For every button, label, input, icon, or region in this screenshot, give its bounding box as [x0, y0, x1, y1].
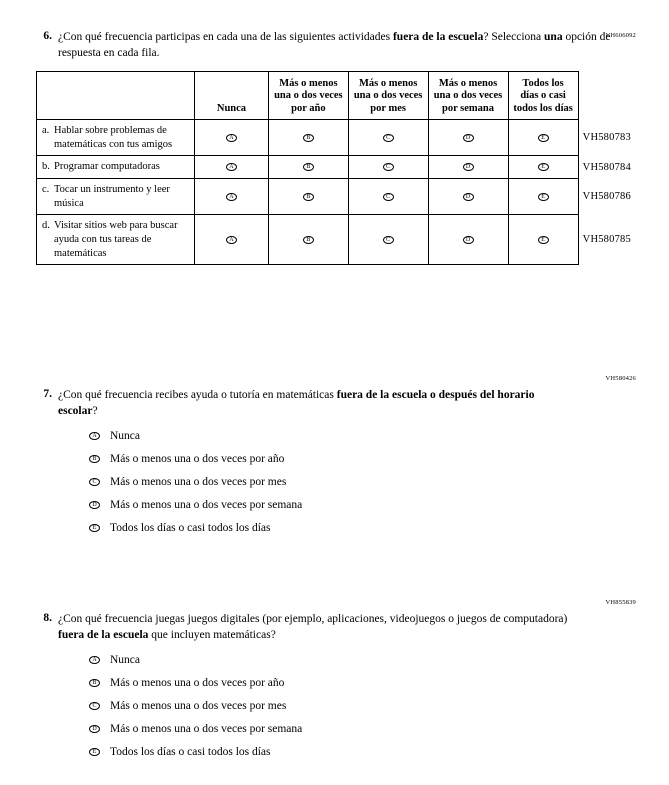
- matrix-row-code: VH580786: [582, 191, 631, 203]
- option-row[interactable]: [89, 746, 636, 758]
- bubble-letter: C: [92, 703, 97, 710]
- emphasis-text: fuera de la escuela o después del horario escolar: [58, 389, 535, 417]
- bubble-letter: B: [92, 456, 97, 463]
- question-8-code: VH855839: [605, 599, 636, 606]
- answer-bubble-c[interactable]: [383, 193, 394, 201]
- bubble-letter: D: [465, 193, 471, 200]
- answer-bubble-d[interactable]: [89, 725, 100, 733]
- option-label: Nunca: [110, 654, 141, 667]
- bubble-letter: B: [92, 680, 97, 687]
- bubble-letter: E: [541, 134, 545, 141]
- question-6-code: VH606092: [605, 32, 636, 39]
- matrix-option-cell[interactable]: [508, 120, 578, 156]
- matrix-row-label: Tocar un instrumento y leer música: [54, 183, 170, 209]
- option-label: Más o menos una o dos veces por año: [110, 453, 285, 466]
- plain-text: ?: [92, 404, 98, 417]
- option-row[interactable]: [89, 723, 636, 735]
- matrix-row: [37, 156, 636, 179]
- matrix-option-cell[interactable]: [269, 120, 349, 156]
- answer-bubble-c[interactable]: [383, 163, 394, 171]
- answer-bubble-a[interactable]: [226, 163, 237, 171]
- matrix-option-cell[interactable]: [194, 178, 268, 214]
- emphasis-text: fuera de la escuela: [58, 628, 149, 641]
- matrix-row-code: VH580785: [582, 234, 631, 246]
- question-6-block: [36, 30, 636, 265]
- bubble-letter: C: [386, 164, 391, 171]
- bubble-letter: E: [541, 193, 545, 200]
- matrix-row-code: VH580783: [582, 132, 631, 144]
- answer-bubble-e[interactable]: [538, 163, 549, 171]
- question-7-number: 7.: [43, 388, 52, 400]
- matrix-row-letter: c.: [42, 183, 50, 195]
- matrix-row-letter: d.: [42, 220, 50, 232]
- matrix-body: [37, 120, 636, 265]
- matrix-header-row: [37, 72, 636, 120]
- matrix-option-cell[interactable]: [269, 178, 349, 214]
- matrix-row-letter: b.: [42, 161, 50, 173]
- matrix-row-label: Hablar sobre problemas de matemáticas con tus amigos: [54, 125, 173, 150]
- emphasis-text: fuera de la escuela: [392, 31, 484, 43]
- option-row[interactable]: [89, 522, 636, 534]
- option-row[interactable]: [89, 453, 636, 465]
- answer-bubble-e[interactable]: [89, 748, 100, 756]
- bubble-letter: D: [465, 164, 471, 171]
- matrix-option-cell[interactable]: [508, 156, 578, 179]
- question-6-number: 6.: [43, 30, 52, 42]
- bubble-letter: C: [386, 193, 391, 200]
- matrix-option-cell[interactable]: [428, 120, 508, 156]
- matrix-header-blank: [37, 72, 195, 120]
- option-row[interactable]: [89, 700, 636, 712]
- answer-bubble-d[interactable]: [463, 163, 474, 171]
- answer-bubble-e[interactable]: [89, 524, 100, 532]
- plain-text: ¿Con qué frecuencia juegas juegos digitales (por ejemplo, aplicaciones, videojuegos o juegos de computadora): [58, 613, 568, 625]
- bubble-letter: B: [306, 134, 311, 141]
- matrix-row-code: VH580784: [582, 161, 631, 173]
- matrix-header-ano: Más o menos una o dos veces por año: [269, 72, 349, 120]
- question-8-number: 8.: [43, 612, 52, 624]
- option-label: Más o menos una o dos veces por mes: [110, 700, 287, 713]
- answer-bubble-c[interactable]: [383, 134, 394, 142]
- matrix-row-label: Visitar sitios web para buscar ayuda con tus tareas de matemáticas: [54, 220, 178, 259]
- bubble-letter: A: [229, 236, 234, 243]
- bubble-letter: A: [92, 657, 97, 664]
- option-label: Más o menos una o dos veces por mes: [110, 476, 287, 489]
- plain-text: ¿Con qué frecuencia participas en cada una de las siguientes actividades: [58, 31, 393, 43]
- matrix-header-semana: Más o menos una o dos veces por semana: [428, 72, 508, 120]
- answer-bubble-d[interactable]: [463, 236, 474, 244]
- bubble-letter: D: [92, 502, 97, 509]
- question-8-block: [36, 599, 636, 769]
- option-row[interactable]: [89, 654, 636, 666]
- matrix-option-cell[interactable]: [428, 215, 508, 265]
- answer-bubble-e[interactable]: [538, 236, 549, 244]
- matrix-row-label-cell: [37, 178, 195, 214]
- answer-bubble-b[interactable]: [89, 455, 100, 463]
- bubble-letter: E: [541, 236, 545, 243]
- bubble-letter: D: [465, 134, 471, 141]
- matrix-option-cell[interactable]: [194, 156, 268, 179]
- question-8-prompt: [36, 612, 636, 643]
- option-row[interactable]: [89, 430, 636, 442]
- answer-bubble-d[interactable]: [463, 193, 474, 201]
- option-label: Más o menos una o dos veces por año: [110, 677, 285, 690]
- matrix-option-cell[interactable]: [428, 156, 508, 179]
- matrix-row: [37, 120, 636, 156]
- bubble-letter: B: [306, 236, 311, 243]
- matrix-option-cell[interactable]: [269, 215, 349, 265]
- question-7-block: [36, 375, 636, 545]
- question-8-text: [58, 612, 573, 643]
- emphasis-text: una: [544, 31, 563, 43]
- matrix-option-cell[interactable]: [508, 178, 578, 214]
- question-7-code: VH580426: [605, 375, 636, 382]
- answer-bubble-c[interactable]: [383, 236, 394, 244]
- plain-text: opción de respuesta en cada fila.: [58, 31, 611, 59]
- option-label: Nunca: [110, 430, 141, 443]
- question-6-text: [58, 30, 636, 61]
- matrix-header-nunca: Nunca: [194, 72, 268, 120]
- bubble-letter: D: [465, 236, 471, 243]
- option-label: Todos los días o casi todos los días: [110, 746, 271, 759]
- bubble-letter: C: [386, 236, 391, 243]
- matrix-row: [37, 178, 636, 214]
- answer-bubble-d[interactable]: [89, 501, 100, 509]
- plain-text: que incluyen matemáticas?: [148, 628, 276, 641]
- plain-text: ¿Con qué frecuencia recibes ayuda o tutoría en matemáticas: [58, 389, 337, 401]
- bubble-letter: A: [229, 134, 234, 141]
- bubble-letter: E: [92, 749, 97, 756]
- matrix-row-letter: a.: [42, 125, 50, 137]
- answer-bubble-b[interactable]: [303, 236, 314, 244]
- answer-bubble-b[interactable]: [303, 134, 314, 142]
- option-row[interactable]: [89, 499, 636, 511]
- question-8-options: [89, 654, 636, 758]
- bubble-letter: A: [92, 433, 97, 440]
- question-7-text: [58, 388, 538, 419]
- answer-bubble-b[interactable]: [303, 193, 314, 201]
- bubble-letter: A: [229, 193, 234, 200]
- matrix-header-dias: Todos los días o casi todos los días: [508, 72, 578, 120]
- option-row[interactable]: [89, 476, 636, 488]
- question-7-options: [89, 430, 636, 534]
- matrix-option-cell[interactable]: [269, 156, 349, 179]
- matrix-option-cell[interactable]: [348, 178, 428, 214]
- bubble-letter: C: [386, 134, 391, 141]
- matrix-option-cell[interactable]: [348, 120, 428, 156]
- bubble-letter: E: [541, 164, 545, 171]
- matrix-row: [37, 215, 636, 265]
- plain-text: ? Selecciona: [483, 31, 545, 43]
- answer-bubble-a[interactable]: [226, 193, 237, 201]
- answer-bubble-c[interactable]: [89, 702, 100, 710]
- matrix-row-label: Programar computadoras: [54, 161, 160, 173]
- question-6-matrix: [36, 71, 636, 265]
- answer-bubble-b[interactable]: [89, 679, 100, 687]
- answer-bubble-a[interactable]: [89, 656, 100, 664]
- answer-bubble-e[interactable]: [538, 134, 549, 142]
- answer-bubble-a[interactable]: [226, 236, 237, 244]
- matrix-row-label-cell: [37, 120, 195, 156]
- option-row[interactable]: [89, 677, 636, 689]
- answer-bubble-a[interactable]: [226, 134, 237, 142]
- option-label: Todos los días o casi todos los días: [110, 522, 271, 535]
- bubble-letter: D: [92, 726, 97, 733]
- bubble-letter: E: [92, 525, 97, 532]
- option-label: Más o menos una o dos veces por semana: [110, 499, 303, 512]
- option-label: Más o menos una o dos veces por semana: [110, 723, 303, 736]
- answer-bubble-e[interactable]: [538, 193, 549, 201]
- matrix-header-code-col: [578, 72, 635, 120]
- bubble-letter: A: [229, 164, 234, 171]
- answer-bubble-c[interactable]: [89, 478, 100, 486]
- question-6-prompt: [36, 30, 636, 61]
- matrix-option-cell[interactable]: [348, 156, 428, 179]
- matrix-option-cell[interactable]: [194, 215, 268, 265]
- answer-bubble-d[interactable]: [463, 134, 474, 142]
- matrix-row-label-cell: [37, 215, 195, 265]
- answer-bubble-b[interactable]: [303, 163, 314, 171]
- bubble-letter: B: [306, 193, 311, 200]
- bubble-letter: B: [306, 164, 311, 171]
- matrix-option-cell[interactable]: [348, 215, 428, 265]
- question-7-prompt: [36, 388, 636, 419]
- answer-bubble-a[interactable]: [89, 432, 100, 440]
- matrix-option-cell[interactable]: [508, 215, 578, 265]
- matrix-header-mes: Más o menos una o dos veces por mes: [348, 72, 428, 120]
- matrix-option-cell[interactable]: [194, 120, 268, 156]
- matrix-row-label-cell: [37, 156, 195, 179]
- matrix-option-cell[interactable]: [428, 178, 508, 214]
- bubble-letter: C: [92, 479, 97, 486]
